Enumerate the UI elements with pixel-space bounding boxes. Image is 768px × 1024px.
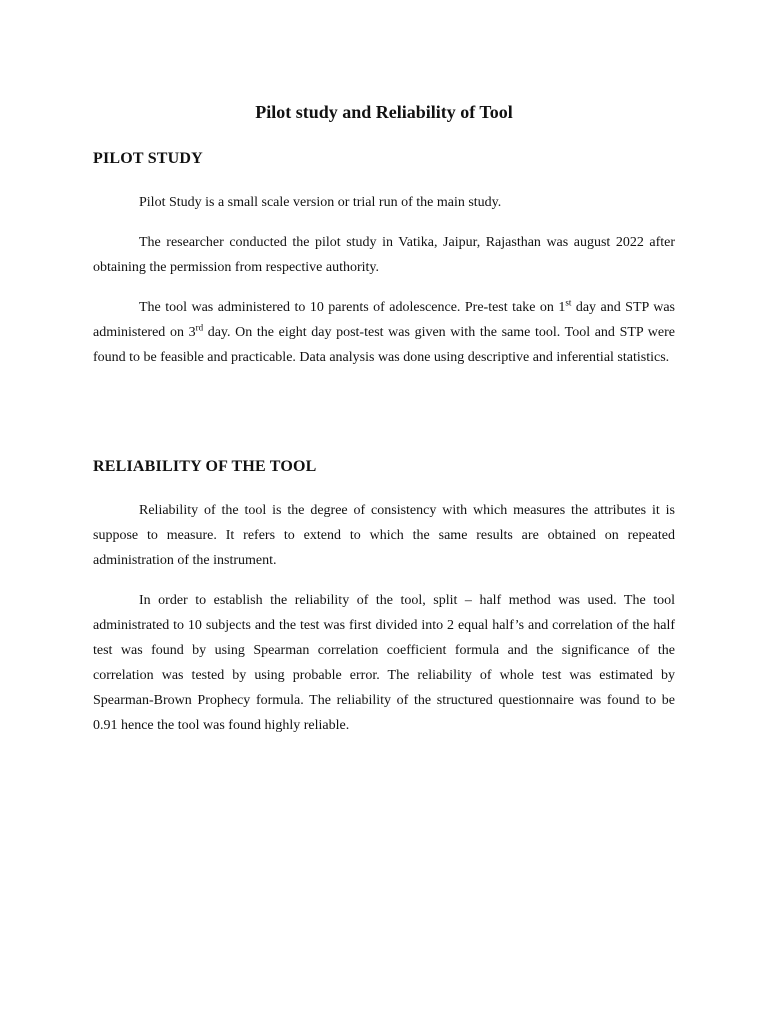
pilot-study-paragraph-2: The researcher conducted the pilot study in Vatika, Jaipur, Rajasthan was august 2022 after obtaining the permission from respective authority. <box>93 235 675 275</box>
paragraph-3-text-part-1: The tool was administered to 10 parents of adolescence. Pre-test take on 1 <box>139 300 566 315</box>
paragraph-3-text-part-3: day. On the eight day post-test was given with the same tool. Tool and STP were found to be feasible and practicable. Data analysis was done using descriptive and inferential statistics. <box>93 325 675 365</box>
reliability-paragraph-2: In order to establish the reliability of the tool, split – half method was used. The tool administrated to 10 subjects and the test was first divided into 2 equal half’s and correlation of the half test was found by using Spearman correlation coefficient formula and the significance of the correlation was tested by using probable error. The reliability of whole test was estimated by Spearman-Brown Prophecy formula. The reliability of the structured questionnaire was found to be 0.91 hence the tool was found highly reliable. <box>93 593 675 733</box>
superscript-rd: rd <box>195 322 204 333</box>
pilot-study-paragraph-1: Pilot Study is a small scale version or trial run of the main study. <box>139 195 502 210</box>
reliability-paragraph-1: Reliability of the tool is the degree of consistency with which measures the attributes it is suppose to measure. It refers to extend to which the same results are obtained on repeated administration of the instrument. <box>93 503 675 568</box>
section-heading-reliability: RELIABILITY OF THE TOOL <box>93 458 317 475</box>
document-title: Pilot study and Reliability of Tool <box>255 102 513 122</box>
paragraph-3-text-part-2: day and STP was administered on 3 <box>93 300 676 340</box>
section-heading-pilot-study: PILOT STUDY <box>93 150 203 167</box>
superscript-st: st <box>565 297 572 308</box>
pilot-study-paragraph-3 <box>93 295 675 370</box>
